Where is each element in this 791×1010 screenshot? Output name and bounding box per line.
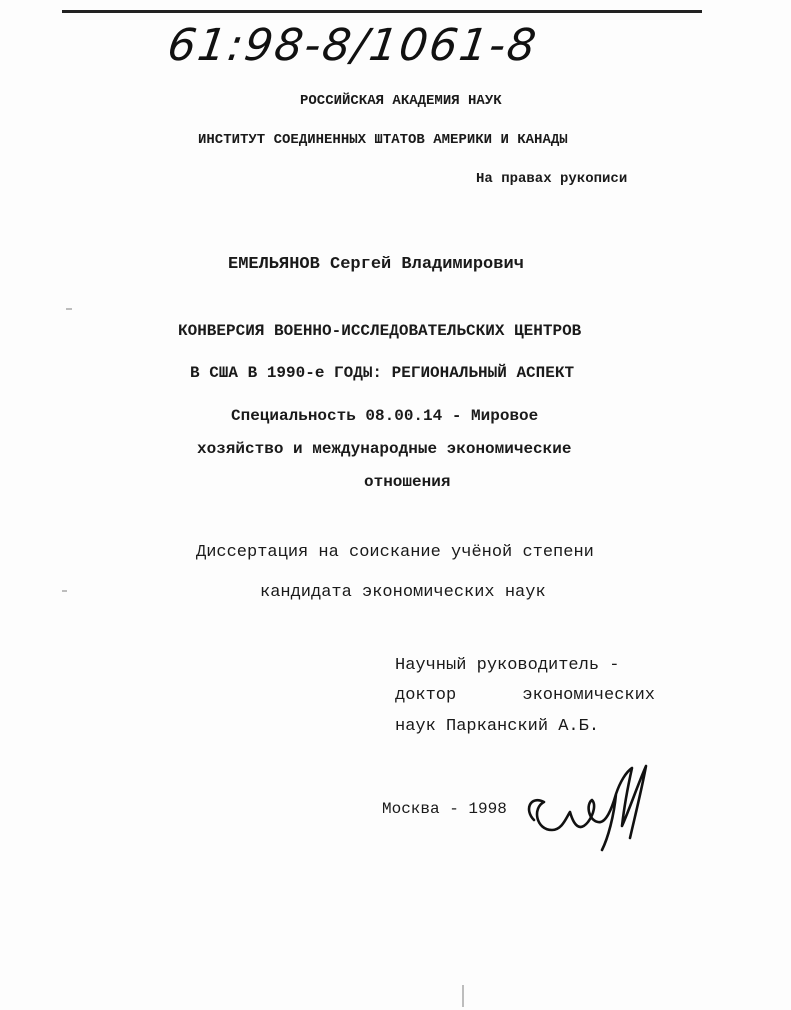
dissertation-line-1: Диссертация на соискание учёной степени [196, 543, 594, 562]
title-line-1: КОНВЕРСИЯ ВОЕННО-ИССЛЕДОВАТЕЛЬСКИХ ЦЕНТРОВ [178, 322, 582, 340]
scan-mark [66, 308, 72, 310]
specialty-line-3: отношения [364, 473, 451, 491]
specialty-line-1: Специальность 08.00.14 - Мировое [231, 407, 539, 425]
rights-note: На правах рукописи [476, 171, 628, 187]
signature-image [522, 760, 672, 855]
author-name: ЕМЕЛЬЯНОВ Сергей Владимирович [228, 255, 524, 274]
title-line-2: В США В 1990-е ГОДЫ: РЕГИОНАЛЬНЫЙ АСПЕКТ [190, 364, 575, 382]
top-border-line [62, 10, 702, 13]
supervisor-line-3: наук Парканский А.Б. [395, 717, 600, 736]
academy-name: РОССИЙСКАЯ АКАДЕМИЯ НАУК [300, 93, 502, 109]
scan-mark [462, 985, 464, 1007]
institute-name: ИНСТИТУТ СОЕДИНЕННЫХ ШТАТОВ АМЕРИКИ И КАНАДЫ [198, 132, 568, 148]
catalog-number: 61:98-8/1061-8 [164, 20, 541, 71]
supervisor-line-2 [395, 686, 655, 705]
dissertation-line-2: кандидата экономических наук [260, 583, 546, 602]
supervisor-line-1: Научный руководитель - [395, 656, 620, 675]
city-year: Москва - 1998 [382, 800, 507, 818]
specialty-line-2: хозяйство и международные экономические [197, 440, 572, 458]
scan-mark [62, 590, 67, 592]
supervisor-degree: доктор [395, 686, 457, 705]
supervisor-field: экономических [522, 686, 655, 705]
